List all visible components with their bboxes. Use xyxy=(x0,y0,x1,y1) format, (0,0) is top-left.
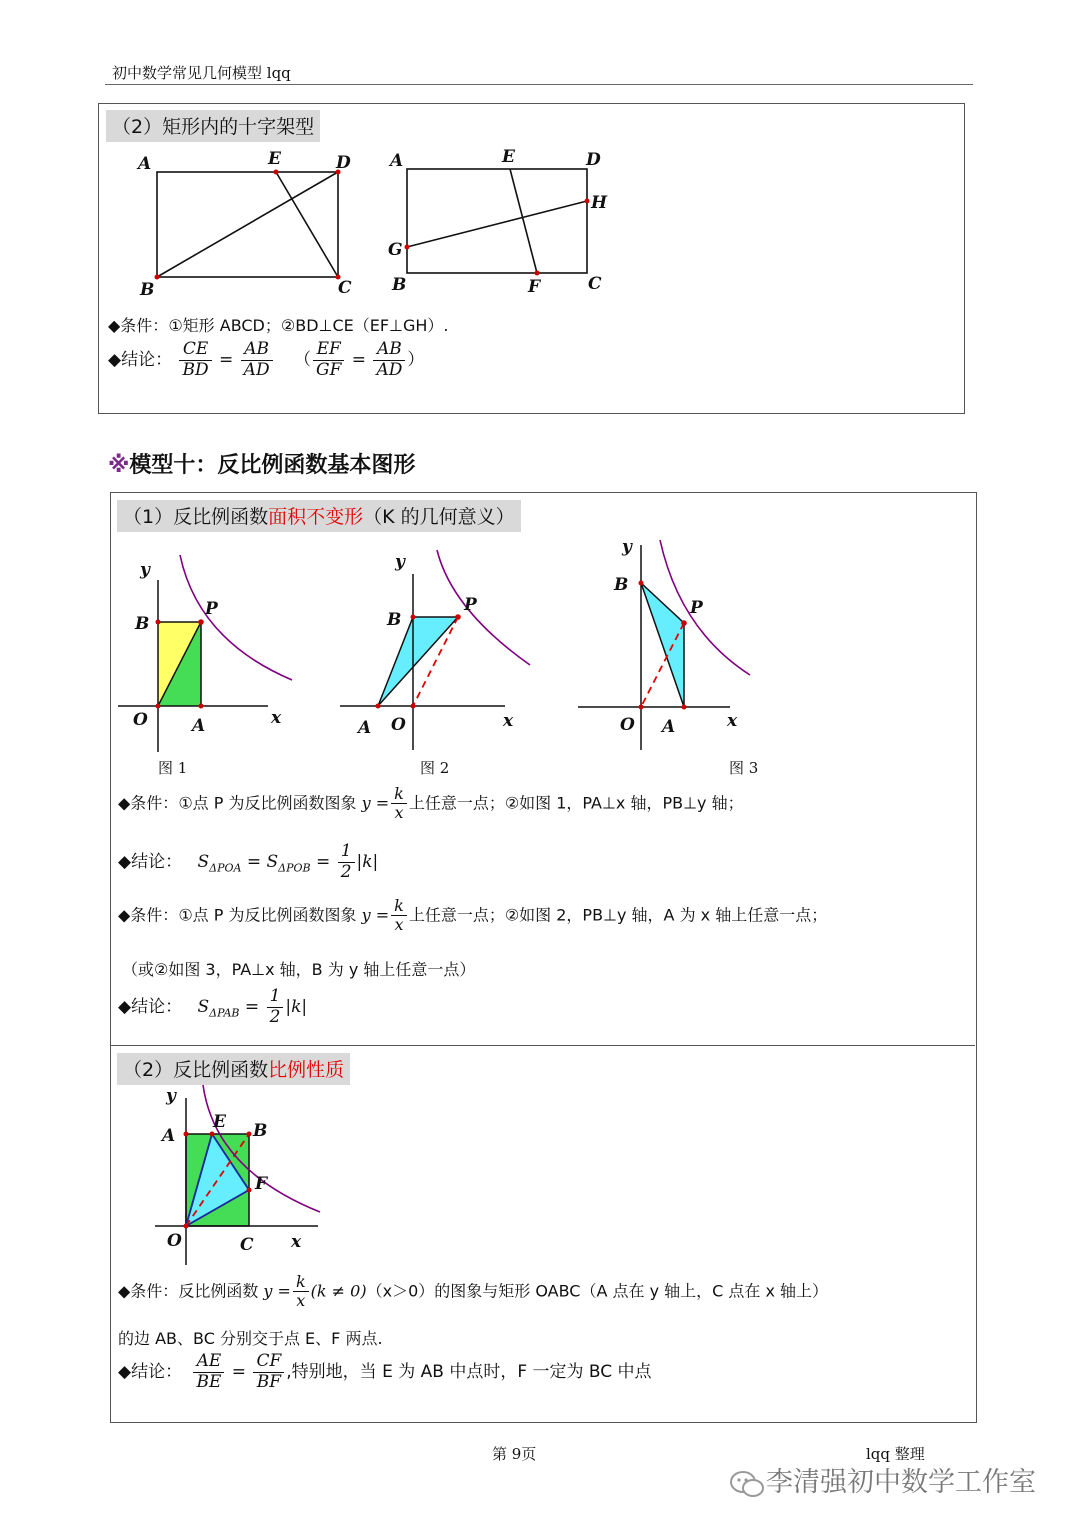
k1-axis-y: y xyxy=(140,560,150,580)
k-condition-2-alt: （或②如图 3，PA⊥x 轴，B 为 y 轴上任意一点） xyxy=(122,960,476,979)
rect1-label-b: B xyxy=(140,280,155,300)
k1-label-b: B xyxy=(135,614,150,634)
rect-lparen: （ xyxy=(294,350,311,371)
ratio-label-f: F xyxy=(255,1174,268,1194)
rect2-label-h: H xyxy=(591,193,608,213)
watermark-text: 李清强初中数学工作室 xyxy=(766,1467,1036,1498)
k3-label-p: P xyxy=(690,598,703,618)
rect-conclusion-prefix: ◆结论： xyxy=(108,350,173,371)
rect1-label-d: D xyxy=(336,153,351,173)
rect-frac-ab-ad: $\frac{AB}{AD}$ xyxy=(241,340,273,380)
k-condition-2: ◆条件：①点 P 为反比例函数图象 y = $\frac{k}{x}$ 上任意一点；②如图 2，PB⊥y 轴，A 为 x 轴上任意一点； xyxy=(118,896,828,935)
k-conclusion-1: ◆结论： $S_{\Delta POA} = S_{\Delta POB}$ = $\frac{1}{2}$ |k| xyxy=(118,841,379,882)
k3-axis-y: y xyxy=(622,537,632,557)
ratio-label-b: B xyxy=(253,1121,268,1141)
k1-caption: 图 1 xyxy=(158,759,188,777)
k1-label-p: P xyxy=(205,599,218,619)
k3-label-b: B xyxy=(614,575,629,595)
rect2-label-g: G xyxy=(388,240,403,260)
rect2-label-b: B xyxy=(392,275,407,295)
rect2-label-c: C xyxy=(588,274,602,294)
ratio-label-e: E xyxy=(213,1112,226,1132)
ratio-label-c: C xyxy=(240,1235,254,1255)
k-section-label: （1）反比例函数面积不变形（K 的几何意义） xyxy=(117,500,521,532)
page-number: 第 9页 xyxy=(492,1445,537,1463)
rect-condition-prefix: ◆条件： xyxy=(108,316,169,335)
page-header: 初中数学常见几何模型 lqq xyxy=(112,64,291,82)
k-conclusion-2: ◆结论： $S_{\Delta PAB}$ = $\frac{1}{2}$ |k| xyxy=(118,986,308,1027)
k3-axis-x: x xyxy=(727,711,738,731)
ratio-condition: ◆条件：反比例函数 y = $\frac{k}{x}$ (k ≠ 0)（x＞0）的图象与矩形 OABC（A 点在 y 轴上，C 点在 x 轴上） xyxy=(118,1272,829,1311)
half-frac-1: $\frac{1}{2}$ xyxy=(338,842,355,882)
ratio-label-a: A xyxy=(162,1126,176,1146)
rect2-label-f: F xyxy=(528,277,541,297)
k1-origin: O xyxy=(133,710,148,730)
ratio-frac-cf-bf: $\frac{CF}{BF}$ xyxy=(253,1352,284,1392)
rect1-label-e: E xyxy=(268,149,281,169)
footer-author: lqq 整理 xyxy=(866,1445,925,1463)
model-ten-title: 模型十：反比例函数基本图形 xyxy=(129,453,416,478)
k2-axis-y: y xyxy=(395,552,405,572)
half-frac-2: $\frac{1}{2}$ xyxy=(267,987,284,1027)
ratio-frac-ae-be: $\frac{AE}{BE}$ xyxy=(193,1352,224,1392)
k2-label-a: A xyxy=(358,718,372,738)
k3-caption: 图 3 xyxy=(729,759,759,777)
reference-mark: ※ xyxy=(108,453,130,478)
rect1-label-c: C xyxy=(338,278,352,298)
rect-frac-ce-bd: $\frac{CE}{BD}$ xyxy=(179,340,211,380)
k3-label-a: A xyxy=(662,717,676,737)
k2-origin: O xyxy=(391,715,406,735)
watermark xyxy=(728,1460,1036,1499)
rect-frac-ef-gf: $\frac{EF}{GF}$ xyxy=(313,340,344,380)
func-lhs-1: y = xyxy=(361,793,390,813)
func-frac-2: $\frac{k}{x}$ xyxy=(391,897,407,935)
ratio-conclusion: ◆结论： $\frac{AE}{BE}$ = $\frac{CF}{BF}$ ,特别地，当 E 为 AB 中点时，F 一定为 BC 中点 xyxy=(118,1351,652,1392)
func-lhs-2: y = xyxy=(361,905,390,925)
k2-axis-x: x xyxy=(503,711,514,731)
k2-caption: 图 2 xyxy=(420,759,450,777)
rect-rparen: ） xyxy=(407,350,425,371)
func-frac-3: $\frac{k}{x}$ xyxy=(293,1273,309,1311)
k1-axis-x: x xyxy=(271,708,282,728)
rect1-label-a: A xyxy=(138,154,152,174)
ratio-condition-cont: 的边 AB、BC 分别交于点 E、F 两点. xyxy=(118,1329,383,1348)
ratio-origin: O xyxy=(167,1231,182,1251)
rect2-label-d: D xyxy=(586,150,601,170)
wechat-icon xyxy=(728,1469,766,1499)
rect-frac-ab-ad-2: $\frac{AB}{AD}$ xyxy=(373,340,405,380)
ratio-axis-x: x xyxy=(291,1232,302,1252)
k1-label-a: A xyxy=(192,716,206,736)
rect-eq-1: = xyxy=(219,350,234,371)
func-lhs-3: y = xyxy=(263,1281,291,1301)
rect-eq-2: = xyxy=(351,350,367,371)
rect2-label-a: A xyxy=(390,151,404,171)
rect-condition-text: ①矩形 ABCD；②BD⊥CE（EF⊥GH）. xyxy=(168,316,449,335)
rect-cross-label: （2）矩形内的十字架型 xyxy=(106,110,320,142)
k-condition-1: ◆条件：①点 P 为反比例函数图象 y = $\frac{k}{x}$ 上任意一点；②如图 1，PA⊥x 轴，PB⊥y 轴； xyxy=(118,784,744,823)
k2-label-b: B xyxy=(387,610,402,630)
ratio-section-label: （2）反比例函数比例性质 xyxy=(117,1053,350,1085)
k3-origin: O xyxy=(620,715,635,735)
func-frac-1: $\frac{k}{x}$ xyxy=(391,785,407,823)
rect2-label-e: E xyxy=(502,147,515,167)
ratio-axis-y: y xyxy=(166,1086,176,1106)
k2-label-p: P xyxy=(464,595,477,615)
